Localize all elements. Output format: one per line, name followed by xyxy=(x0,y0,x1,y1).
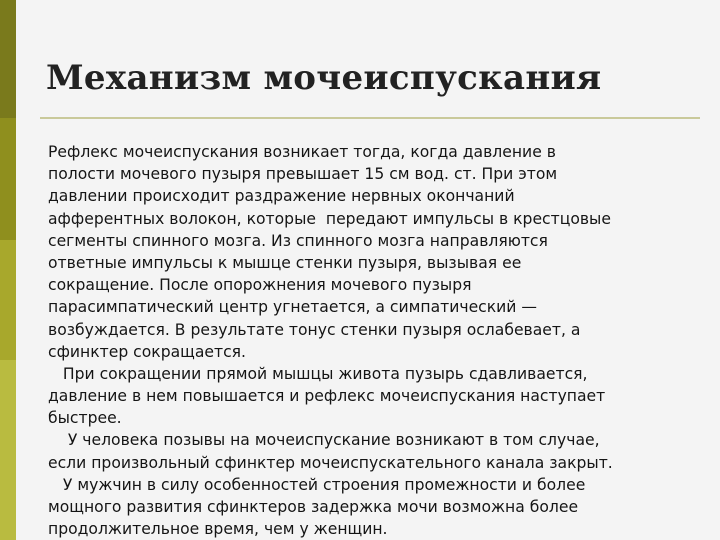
body-line: возбуждается. В результате тонус стенки пузыря ослабевает, а xyxy=(48,320,581,339)
accent-bar-segment xyxy=(0,360,16,540)
slide-body xyxy=(48,141,696,540)
body-line: сокращение. После опорожнения мочевого пузыря xyxy=(48,276,472,295)
body-line: парасимпатический центр угнетается, а симпатический — xyxy=(48,298,537,317)
body-line: Рефлекс мочеиспускания возникает тогда, когда давление в xyxy=(48,143,556,161)
body-line: быстрее. xyxy=(48,409,122,428)
body-line: афферентных волокон, которые передают импульсы в крестцовые xyxy=(48,209,611,228)
body-line: сфинктер сокращается. xyxy=(48,342,247,361)
body-line: мощного развития сфинктеров задержка мочи возможна более xyxy=(48,498,579,516)
body-line: сегменты спинного мозга. Из спинного мозга направляются xyxy=(48,231,548,250)
body-line: если произвольный сфинктер мочеиспускательного канала закрыт. xyxy=(48,453,613,472)
body-line: полости мочевого пузыря превышает 15 см вод. ст. При этом xyxy=(48,165,558,184)
slide-title: Механизм мочеиспускания xyxy=(46,58,602,98)
accent-bar-segment xyxy=(0,118,16,240)
accent-bar-segment xyxy=(0,0,16,118)
body-line: давлении происходит раздражение нервных окончаний xyxy=(48,187,515,206)
body-line: продолжительное время, чем у женщин. xyxy=(48,520,388,539)
body-line: ответные импульсы к мышце стенки пузыря, вызывая ее xyxy=(48,253,522,272)
body-line: У человека позывы на мочеиспускание возникают в том случае, xyxy=(48,431,600,450)
accent-bar-segment xyxy=(0,240,16,360)
title-divider xyxy=(40,117,700,119)
body-line: При сокращении прямой мышцы живота пузырь сдавливается, xyxy=(48,364,588,383)
body-line: давление в нем повышается и рефлекс мочеиспускания наступает xyxy=(48,387,606,406)
body-line: У мужчин в силу особенностей строения промежности и более xyxy=(48,475,586,494)
